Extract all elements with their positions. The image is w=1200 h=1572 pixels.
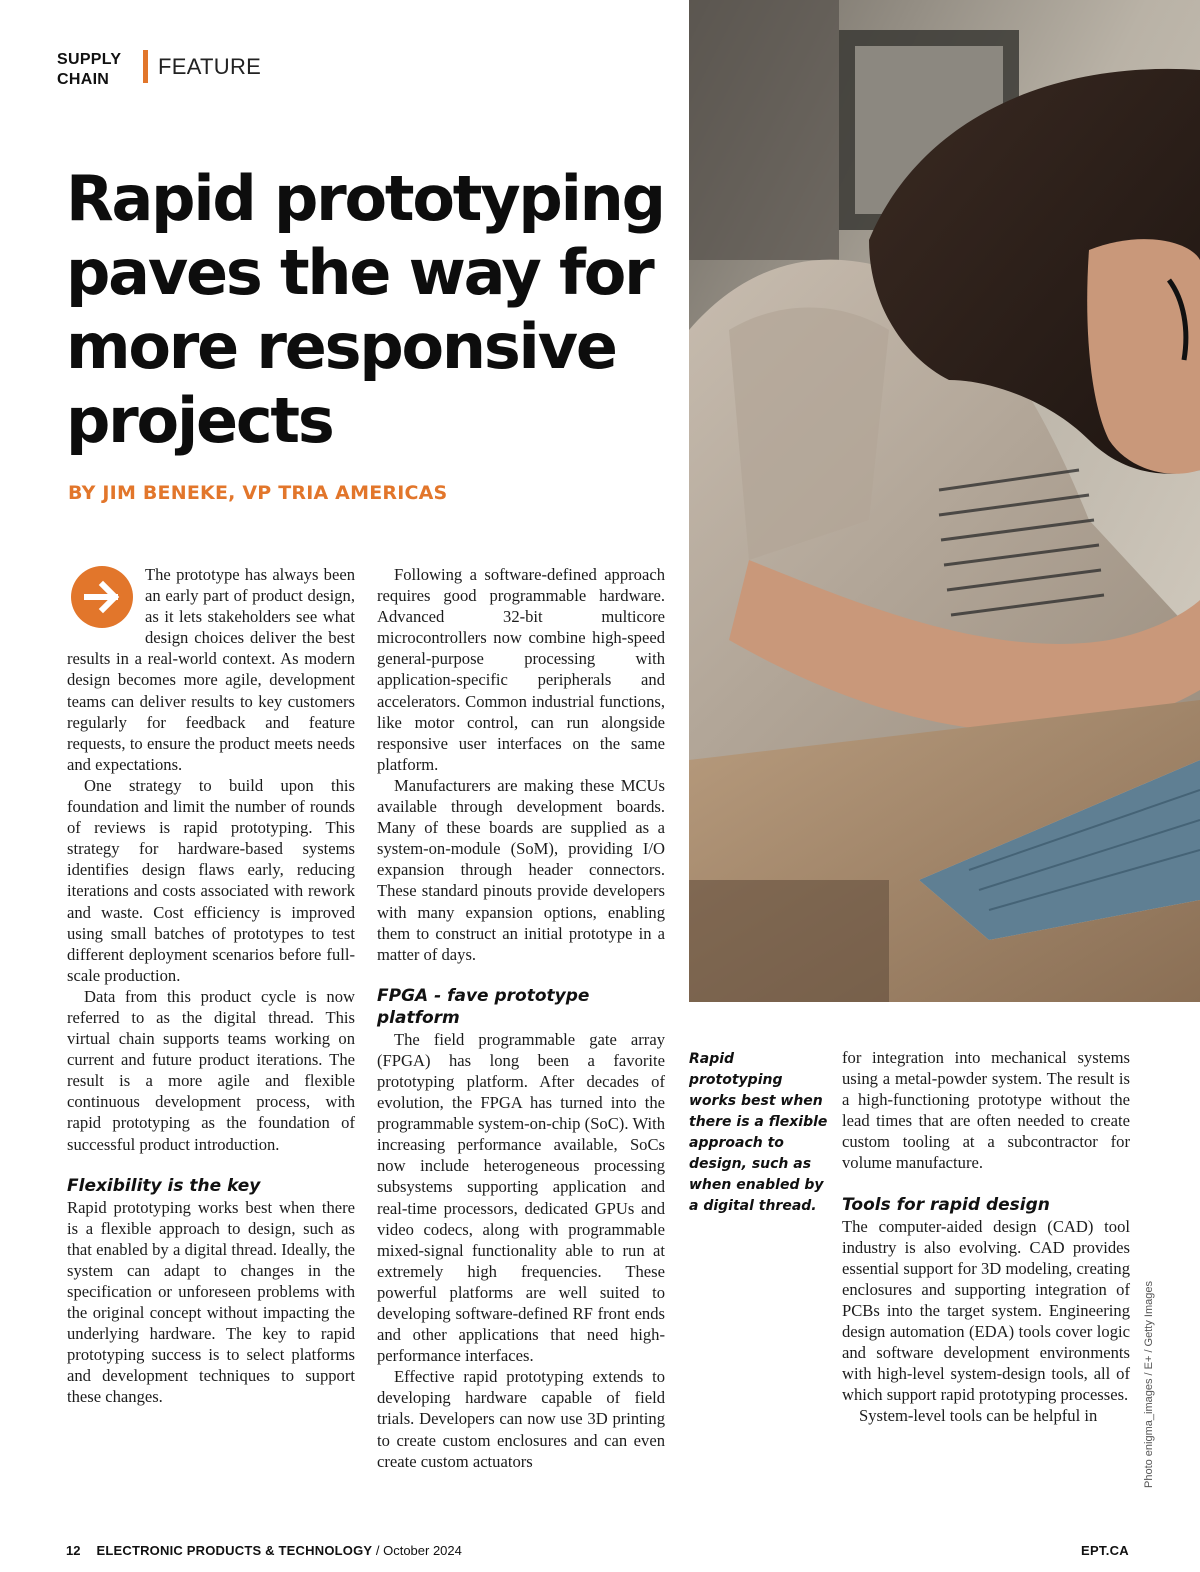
subheading-fpga: FPGA - fave prototype platform (377, 985, 590, 1028)
section-divider-bar (143, 50, 148, 83)
paragraph: Effective rapid prototyping extends to developing hardware capable of field trials. Developers can now use 3D printing to create custom enclosures and can even create custom actuators (377, 1367, 665, 1471)
section-label-line2: CHAIN (57, 71, 110, 88)
publication-name: ELECTRONIC PRODUCTS & TECHNOLOGY (96, 1543, 373, 1558)
paragraph: System-level tools can be helpful in (859, 1406, 1098, 1426)
subheading-tools: Tools for rapid design (842, 1194, 1050, 1215)
paragraph: Following a software-defined approach requires good programmable hardware. Advanced 32-bit multicore microcontrollers now combine high-speed general-purpose processing with application-specific peripherals and accelerators. Common industrial functions, like motor control, can run alongside responsive user interfaces on the same platform. (377, 565, 665, 774)
paragraph: Data from this product cycle is now referred to as the digital thread. This virtual chain supports teams working on current and future product iterations. The result is a more agile and flexible continuous development process, with rapid prototyping as the foundation of successful product introduction. (67, 986, 355, 1154)
paragraph: One strategy to build upon this foundation and limit the number of rounds of reviews is rapid prototyping. This strategy for hardware-based systems identifies design flaws early, reducing iterations and costs associated with rework and waste. Cost efficiency is improved using small batches of prototypes to test different deployment scenarios before full-scale production. (67, 775, 355, 985)
paragraph: Rapid prototyping works best when there is a flexible approach to design, such as that enabled by a digital thread. Ideally, the system can adapt to changes in the specification or unforeseen problems with the original concept without impacting the underlying hardware. The key to rapid prototyping success is to select platforms and development techniques to support these changes. (67, 1197, 355, 1407)
photo-woman-at-laptop (689, 0, 1200, 1002)
footer-left (66, 1543, 462, 1558)
section-label-line1: SUPPLY (57, 51, 122, 68)
article-byline: BY JIM BENEKE, VP TRIA AMERICAS (68, 482, 448, 504)
paragraph: The prototype has always been an early part of product design, as it lets stakeholders see what design choices deliver the best results in a real-world context. As modern design becomes more agile, development teams can deliver results to key customers regularly for feedback and feature requests, to ensure the product meets needs and expectations. (67, 565, 355, 774)
right-arrow-icon (67, 566, 137, 628)
feature-label: FEATURE (158, 54, 262, 79)
site-url[interactable]: EPT.CA (1080, 1543, 1129, 1558)
paragraph: The computer-aided design (CAD) tool industry is also evolving. CAD provides essential support for 3D modeling, creating enclosures and supporting integration of PCBs into the target system. Engineering design automation (EDA) tools cover logic and software development environments with high-level system-design tools, all of which support rapid prototyping processes. (842, 1216, 1130, 1405)
paragraph: The field programmable gate array (FPGA) has long been a favorite prototyping platform. After decades of evolution, the FPGA has turned into the programmable system-on-chip (SoC). With increasing performance available, SoCs now include heterogeneous processing subsystems supporting application and real-time processors, dedicated GPUs and video codecs, along with programmable mixed-signal functionality able to run at extremely high frequencies. These powerful platforms are well suited to developing software-defined RF front ends and other applications that need high-performance interfaces. (377, 1029, 665, 1366)
section-label (57, 50, 137, 90)
paragraph: Manufacturers are making these MCUs available through development boards. Many of these boards are supplied as a system-on-module (SoM), providing I/O expansion through header connectors. These standard pinouts provide developers with many expansion options, enabling them to construct an initial prototype in a matter of days. (377, 775, 665, 964)
photo-credit: Photo enigma_images / E+ / Getty Images (1143, 1281, 1155, 1488)
issue-date: / October 2024 (372, 1543, 462, 1558)
photo-caption: Rapid prototyping works best when there is a flexible approach to design, such as when enabled by a digital thread. (689, 1051, 828, 1214)
article-photo (689, 0, 1200, 1002)
article-column-2 (377, 564, 665, 1472)
subheading-flexibility: Flexibility is the key (67, 1175, 261, 1196)
paragraph: for integration into mechanical systems using a metal-powder system. The result is a high-functioning prototype without the lead times that are often needed to create custom tooling at a subcontractor for volume manufacture. (842, 1048, 1130, 1173)
page-number: 12 (66, 1543, 81, 1558)
article-column-1 (67, 564, 355, 1408)
article-column-3 (842, 1047, 1130, 1427)
article-headline: Rapid prototyping paves the way for more responsive projects (66, 162, 664, 457)
